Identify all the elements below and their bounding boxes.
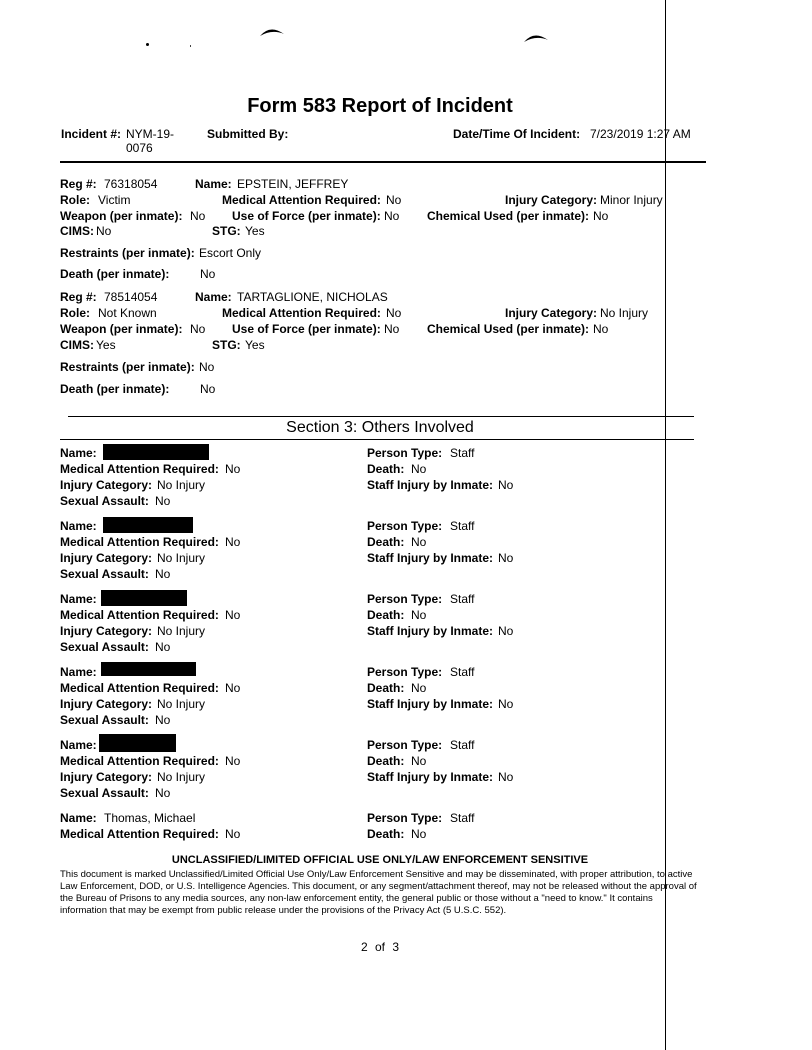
chemical-value: No <box>593 322 609 336</box>
name-value: EPSTEIN, JEFFREY <box>237 177 349 191</box>
weapon-value: No <box>190 322 206 336</box>
medical-value: No <box>225 608 241 622</box>
redaction-bar <box>99 734 176 752</box>
disclaimer-text: This document is marked Unclassified/Limited Official Use Only/Law Enforcement Sensitive and may be disseminated, with proper attribution, to active Law Enforcement, DOD, or U.S. Intelligence Agencies. This document, or any segment/attachment thereof, may not be released without the approval of the Bureau of Prisons to any media sources, any non-law enforcement entity, the general public or those without a "need to know." It contains information that may be exempt from public release under the provisions of the Privacy Act (5 U.S.C. 552). <box>60 869 697 916</box>
staff-injury-value: No <box>498 624 514 638</box>
injury-value: No Injury <box>600 306 649 320</box>
person-name-label: Name: <box>60 519 97 533</box>
medical-label: Medical Attention Required: <box>60 754 219 768</box>
death-label: Death: <box>367 754 405 768</box>
sexual-assault-value: No <box>155 786 171 800</box>
death-label: Death: <box>367 681 405 695</box>
reg-value: 76318054 <box>104 177 158 191</box>
person-type-label: Person Type: <box>367 665 443 679</box>
role-label: Role: <box>60 193 90 207</box>
datetime-label: Date/Time Of Incident: <box>453 127 581 141</box>
medical-label: Medical Attention Required: <box>60 827 219 841</box>
redaction-bar <box>101 590 187 606</box>
page-of: of <box>374 940 385 954</box>
sexual-assault-value: No <box>155 640 171 654</box>
death-value: No <box>411 608 427 622</box>
staff-injury-label: Staff Injury by Inmate: <box>367 478 494 492</box>
chemical-label: Chemical Used (per inmate): <box>427 209 590 223</box>
death-value: No <box>200 267 216 281</box>
force-label: Use of Force (per inmate): <box>232 209 381 223</box>
person-block <box>0 519 700 589</box>
injury-label: Injury Category: <box>60 478 153 492</box>
medical-label: Medical Attention Required: <box>60 535 219 549</box>
person-type-value: Staff <box>450 446 475 460</box>
name-value: TARTAGLIONE, NICHOLAS <box>237 290 388 304</box>
redaction-bar <box>103 444 209 460</box>
stg-value: Yes <box>245 224 265 238</box>
page-title: Form 583 Report of Incident <box>247 95 513 117</box>
sexual-assault-label: Sexual Assault: <box>60 786 149 800</box>
death-value: No <box>411 681 427 695</box>
person-type-label: Person Type: <box>367 592 443 606</box>
staff-injury-label: Staff Injury by Inmate: <box>367 551 494 565</box>
staff-injury-value: No <box>498 478 514 492</box>
weapon-label: Weapon (per inmate): <box>60 322 183 336</box>
injury-label: Injury Category: <box>60 551 153 565</box>
scan-dot <box>146 43 149 46</box>
injury-label: Injury Category: <box>505 306 598 320</box>
section-3-title: Section 3: Others Involved <box>286 419 474 436</box>
medical-value: No <box>386 306 402 320</box>
datetime-value: 7/23/2019 1:27 AM <box>590 127 691 141</box>
staff-injury-label: Staff Injury by Inmate: <box>367 770 494 784</box>
death-label: Death: <box>367 462 405 476</box>
injury-value: No Injury <box>157 551 206 565</box>
person-block <box>0 446 700 516</box>
person-name-label: Name: <box>60 811 97 825</box>
stg-label: STG: <box>212 224 241 238</box>
sexual-assault-label: Sexual Assault: <box>60 713 149 727</box>
medical-value: No <box>225 462 241 476</box>
medical-label: Medical Attention Required: <box>60 681 219 695</box>
restraints-label: Restraints (per inmate): <box>60 246 195 260</box>
person-type-value: Staff <box>450 592 475 606</box>
person-type-value: Staff <box>450 519 475 533</box>
injury-label: Injury Category: <box>60 770 153 784</box>
person-type-value: Staff <box>450 811 475 825</box>
person-type-label: Person Type: <box>367 446 443 460</box>
injury-value: No Injury <box>157 697 206 711</box>
sexual-assault-label: Sexual Assault: <box>60 567 149 581</box>
page-total: 3 <box>392 940 400 954</box>
scan-mark-icon <box>258 24 286 38</box>
scan-dot <box>190 45 191 47</box>
death-label: Death (per inmate): <box>60 382 170 396</box>
incident-number-line2: 0076 <box>126 141 153 155</box>
staff-injury-label: Staff Injury by Inmate: <box>367 697 494 711</box>
person-name-label: Name: <box>60 738 97 752</box>
role-value: Victim <box>98 193 131 207</box>
scan-mark-icon <box>522 30 550 44</box>
death-value: No <box>200 382 216 396</box>
death-value: No <box>411 462 427 476</box>
name-label: Name: <box>195 177 232 191</box>
page-current: 2 <box>360 940 368 954</box>
stg-value: Yes <box>245 338 265 352</box>
staff-injury-label: Staff Injury by Inmate: <box>367 624 494 638</box>
header-divider <box>60 161 706 163</box>
injury-value: Minor Injury <box>600 193 663 207</box>
medical-label: Medical Attention Required: <box>60 462 219 476</box>
name-label: Name: <box>195 290 232 304</box>
medical-value: No <box>225 535 241 549</box>
chemical-value: No <box>593 209 609 223</box>
restraints-value: Escort Only <box>199 246 262 260</box>
sexual-assault-value: No <box>155 494 171 508</box>
submitted-by-label: Submitted By: <box>207 127 289 141</box>
injury-label: Injury Category: <box>60 624 153 638</box>
death-value: No <box>411 754 427 768</box>
person-type-value: Staff <box>450 738 475 752</box>
reg-label: Reg #: <box>60 290 97 304</box>
person-block <box>0 665 700 735</box>
cims-value: No <box>96 224 112 238</box>
force-label: Use of Force (per inmate): <box>232 322 381 336</box>
medical-label: Medical Attention Required: <box>60 608 219 622</box>
role-value: Not Known <box>98 306 157 320</box>
person-name-label: Name: <box>60 446 97 460</box>
force-value: No <box>384 209 400 223</box>
section-divider-top <box>68 416 694 417</box>
person-block <box>0 592 700 662</box>
person-type-label: Person Type: <box>367 738 443 752</box>
person-type-label: Person Type: <box>367 519 443 533</box>
person-name-label: Name: <box>60 592 97 606</box>
sexual-assault-label: Sexual Assault: <box>60 494 149 508</box>
sexual-assault-label: Sexual Assault: <box>60 640 149 654</box>
person-name-label: Name: <box>60 665 97 679</box>
medical-label: Medical Attention Required: <box>222 193 381 207</box>
reg-value: 78514054 <box>104 290 158 304</box>
chemical-label: Chemical Used (per inmate): <box>427 322 590 336</box>
cims-label: CIMS: <box>60 224 94 238</box>
person-block <box>0 738 700 808</box>
medical-value: No <box>225 681 241 695</box>
death-value: No <box>411 827 427 841</box>
injury-value: No Injury <box>157 770 206 784</box>
cims-label: CIMS: <box>60 338 94 352</box>
classification-banner: UNCLASSIFIED/LIMITED OFFICIAL USE ONLY/LAW ENFORCEMENT SENSITIVE <box>171 854 589 866</box>
death-label: Death: <box>367 535 405 549</box>
injury-value: No Injury <box>157 478 206 492</box>
restraints-label: Restraints (per inmate): <box>60 360 195 374</box>
reg-label: Reg #: <box>60 177 97 191</box>
section-divider-bottom <box>60 439 694 440</box>
death-label: Death (per inmate): <box>60 267 170 281</box>
page-number <box>0 940 760 954</box>
death-value: No <box>411 535 427 549</box>
weapon-label: Weapon (per inmate): <box>60 209 183 223</box>
medical-value: No <box>386 193 402 207</box>
injury-value: No Injury <box>157 624 206 638</box>
cims-value: Yes <box>96 338 116 352</box>
person-block <box>0 811 700 847</box>
person-name-value: Thomas, Michael <box>104 811 196 825</box>
medical-value: No <box>225 754 241 768</box>
force-value: No <box>384 322 400 336</box>
death-label: Death: <box>367 827 405 841</box>
medical-value: No <box>225 827 241 841</box>
person-type-label: Person Type: <box>367 811 443 825</box>
redaction-bar <box>103 517 193 533</box>
staff-injury-value: No <box>498 551 514 565</box>
sexual-assault-value: No <box>155 567 171 581</box>
injury-label: Injury Category: <box>60 697 153 711</box>
sexual-assault-value: No <box>155 713 171 727</box>
restraints-value: No <box>199 360 215 374</box>
incident-number-line1: NYM-19- <box>126 127 175 141</box>
weapon-value: No <box>190 209 206 223</box>
staff-injury-value: No <box>498 770 514 784</box>
death-label: Death: <box>367 608 405 622</box>
person-type-value: Staff <box>450 665 475 679</box>
redaction-bar <box>101 662 196 676</box>
stg-label: STG: <box>212 338 241 352</box>
medical-label: Medical Attention Required: <box>222 306 381 320</box>
incident-number-label: Incident #: <box>61 127 122 141</box>
injury-label: Injury Category: <box>505 193 598 207</box>
staff-injury-value: No <box>498 697 514 711</box>
role-label: Role: <box>60 306 90 320</box>
